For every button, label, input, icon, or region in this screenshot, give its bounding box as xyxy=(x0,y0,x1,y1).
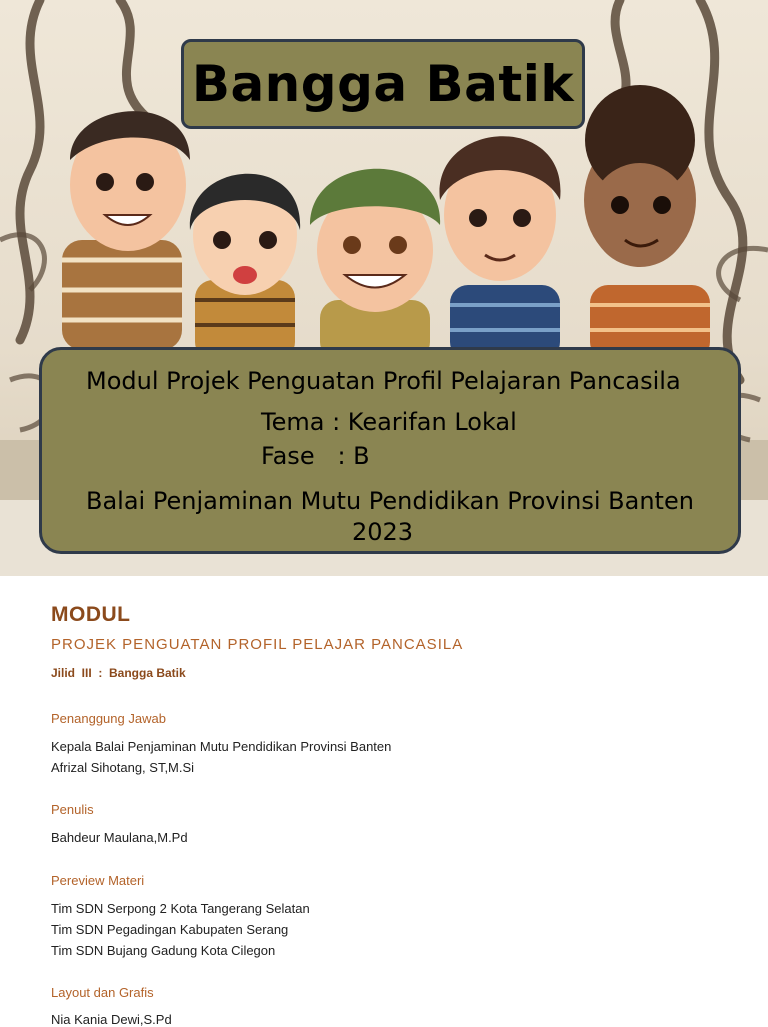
cover-info-box xyxy=(39,347,741,554)
section-heading-pereview-materi: Pereview Materi xyxy=(51,873,145,888)
cover-title-box xyxy=(181,39,585,129)
cover-title: Bangga Batik xyxy=(191,55,575,113)
section-line: Tim SDN Serpong 2 Kota Tangerang Selatan xyxy=(51,901,310,916)
fase-line: Fase : B xyxy=(261,442,370,470)
section-heading-penulis: Penulis xyxy=(51,802,94,817)
doc-subtitle: PROJEK PENGUATAN PROFIL PELAJAR PANCASILA xyxy=(51,636,464,653)
kid-3 xyxy=(310,169,440,360)
kid-2 xyxy=(190,174,300,360)
kid-4 xyxy=(439,136,560,360)
section-line: Afrizal Sihotang, ST,M.Si xyxy=(51,760,195,775)
section-line: Tim SDN Pegadingan Kabupaten Serang xyxy=(51,922,289,937)
section-heading-penanggung-jawab: Penanggung Jawab xyxy=(51,711,166,726)
section-heading-layout-grafis: Layout dan Grafis xyxy=(51,985,154,1000)
module-line: Modul Projek Penguatan Profil Pelajaran Pancasila xyxy=(86,367,681,395)
year-line: 2023 xyxy=(352,518,414,546)
section-line: Tim SDN Bujang Gadung Kota Cilegon xyxy=(51,943,276,958)
section-line: Bahdeur Maulana,M.Pd xyxy=(51,830,188,845)
kid-1 xyxy=(62,111,190,350)
section-line: Kepala Balai Penjaminan Mutu Pendidikan Provinsi Banten xyxy=(51,739,392,754)
tema-line: Tema : Kearifan Lokal xyxy=(261,408,517,436)
doc-jilid: Jilid III : Bangga Batik xyxy=(51,666,186,680)
section-line: Nia Kania Dewi,S.Pd xyxy=(51,1012,172,1027)
kid-5 xyxy=(584,85,710,360)
doc-modul-heading: MODUL xyxy=(51,603,131,626)
institution-line: Balai Penjaminan Mutu Pendidikan Provinsi Banten xyxy=(86,487,694,515)
